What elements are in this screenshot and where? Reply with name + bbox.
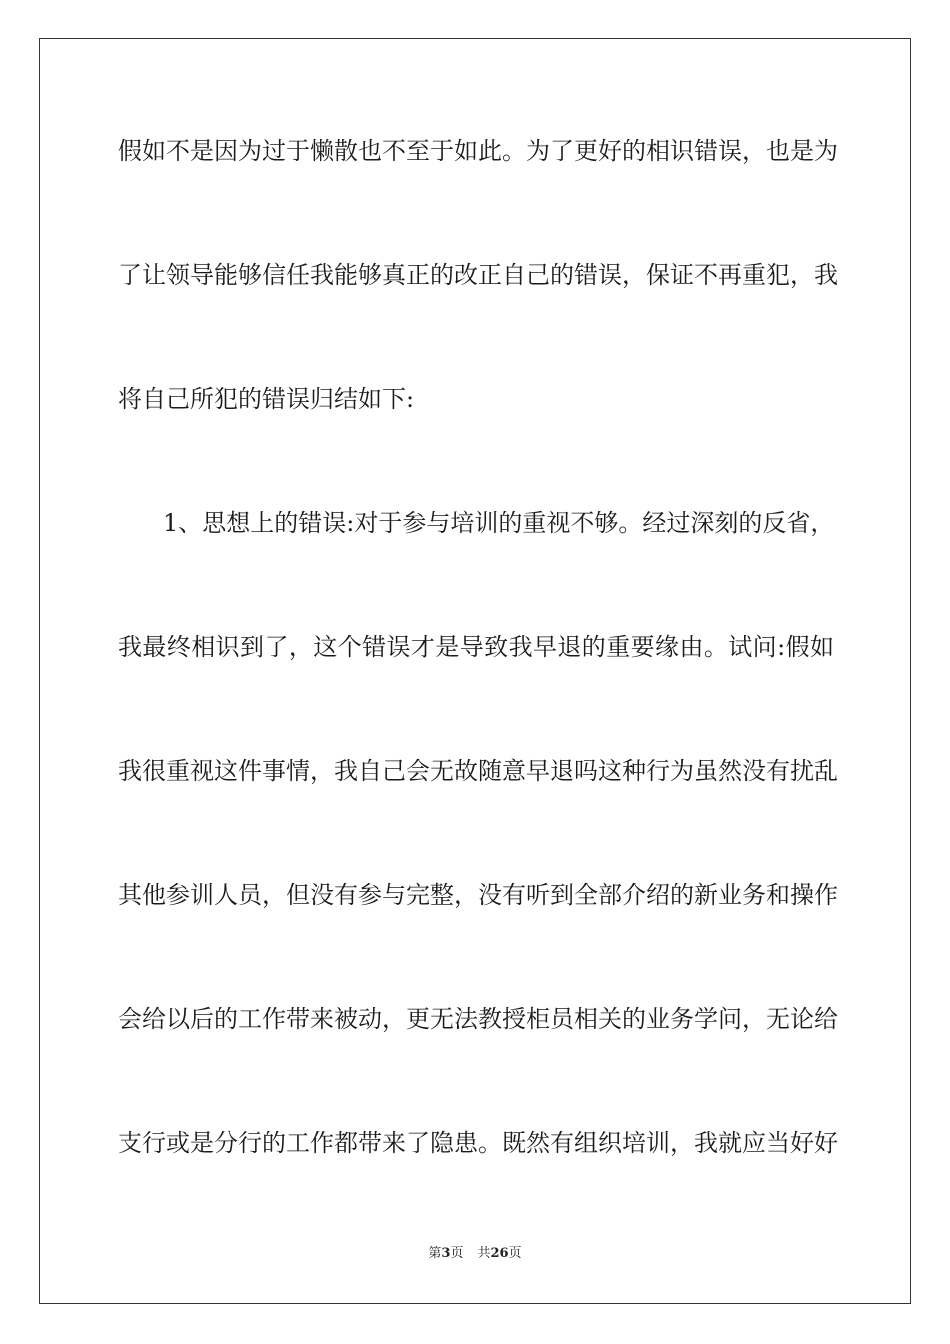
total-suffix: 页	[508, 1246, 522, 1261]
page-border	[39, 38, 911, 1304]
total-pages: 26	[490, 1246, 509, 1261]
text-line-3: 将自己所犯的错误归结如下:	[118, 385, 415, 413]
text-line-9: 支行或是分行的工作都带来了隐患。既然有组织培训，我就应当好好	[118, 1129, 838, 1157]
text-line-6: 我很重视这件事情，我自己会无故随意早退吗这种行为虽然没有扰乱	[118, 757, 838, 785]
text-line-4: 1、思想上的错误:对于参与培训的重视不够。经过深刻的反省，	[163, 509, 835, 537]
text-line-7: 其他参训人员，但没有参与完整，没有听到全部介绍的新业务和操作	[118, 881, 838, 909]
text-line-2: 了让领导能够信任我能够真正的改正自己的错误，保证不再重犯，我	[118, 261, 838, 289]
text-line-8: 会给以后的工作带来被动，更无法教授柜员相关的业务学问，无论给	[118, 1005, 838, 1033]
page-prefix: 第	[428, 1246, 442, 1261]
text-line-5: 我最终相识到了，这个错误才是导致我早退的重要缘由。试问:假如	[118, 633, 834, 661]
total-prefix: 共	[477, 1246, 491, 1261]
page-footer	[0, 1244, 950, 1264]
page-suffix: 页	[450, 1246, 464, 1261]
page-number: 3	[441, 1246, 451, 1261]
text-line-1: 假如不是因为过于懒散也不至于如此。为了更好的相识错误，也是为	[118, 137, 838, 165]
